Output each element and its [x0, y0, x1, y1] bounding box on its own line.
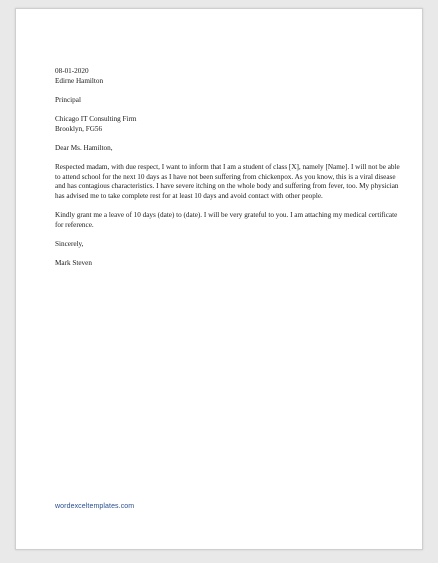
sender-name: Edirne Hamilton	[55, 76, 104, 85]
letter-date: 08-01-2020	[55, 67, 89, 75]
document-page	[15, 8, 423, 550]
letter-content	[55, 67, 400, 268]
body-paragraph-2: Kindly grant me a leave of 10 days (date) to (date). I will be very grateful to you. I am attaching my medical certificate for reference.	[55, 210, 398, 229]
signature-name: Mark Steven	[55, 258, 92, 267]
closing: Sincerely,	[55, 239, 84, 248]
organization-name: Chicago IT Consulting Firm	[55, 114, 137, 123]
organization-location: Brooklyn, FG56	[55, 124, 103, 133]
website-link[interactable]: wordexceltemplates.com	[55, 503, 135, 510]
salutation: Dear Ms. Hamilton,	[55, 143, 113, 152]
recipient-title: Principal	[55, 95, 81, 104]
body-paragraph-1: Respected madam, with due respect, I want to inform that I am a student of class [X], namely [Name]. I will not be able to attend school for the next 10 days as I have not been suffering from chickenpox. As you know, this is a viral disease and has contagious characteristics. I have severe itching on the whole body and suffering from fever, too. My physician has advised me to take complete rest for at least 10 days and avoid contact with other people.	[55, 162, 400, 200]
